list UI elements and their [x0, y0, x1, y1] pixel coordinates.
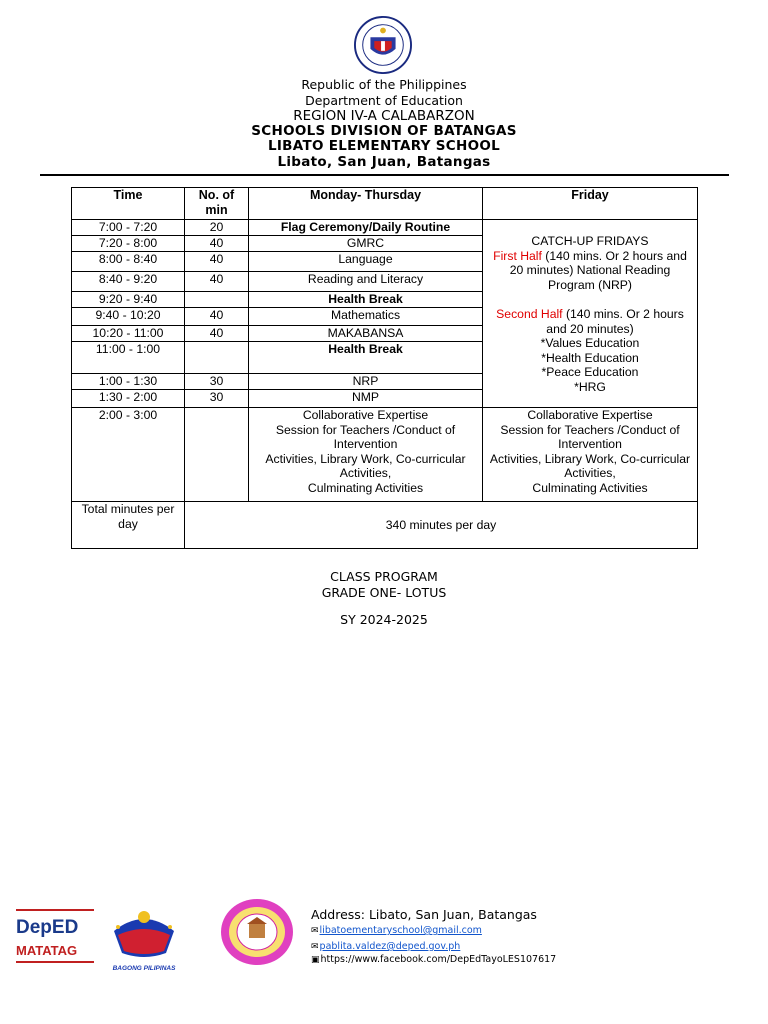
subject-cell: MAKABANSA [249, 326, 483, 342]
second-half-label: Second Half [496, 307, 563, 321]
header-republic: Republic of the Philippines [301, 77, 467, 92]
subject-cell: Health Break [249, 292, 483, 308]
time-cell: 9:20 - 9:40 [72, 292, 185, 308]
deped-logo-text: DepED [16, 917, 79, 938]
table-row [72, 408, 698, 502]
time-cell: 7:20 - 8:00 [72, 236, 185, 252]
time-cell: 9:40 - 10:20 [72, 308, 185, 326]
program-title: CLASS PROGRAM [330, 569, 438, 584]
mt-line: Collaborative Expertise [302, 408, 429, 422]
subject-cell: Reading and Literacy [249, 272, 483, 292]
subject-cell: NRP [249, 374, 483, 390]
friday-title: CATCH-UP FRIDAYS [531, 234, 649, 248]
bagong-pilipinas-logo [104, 905, 184, 971]
header-divider [40, 174, 729, 176]
subject-cell [249, 408, 483, 502]
first-half-label: First Half [493, 248, 542, 263]
time-cell: 8:40 - 9:20 [72, 272, 185, 292]
minutes-cell: 40 [185, 308, 249, 326]
time-cell: 1:00 - 1:30 [72, 374, 185, 390]
fri-line: Session for Teachers /Conduct of Intervention [500, 422, 680, 451]
header-minutes: No. of min [185, 188, 249, 220]
school-address: Address: Libato, San Juan, Batangas [311, 907, 537, 922]
subject-cell: Health Break [249, 342, 483, 374]
time-cell: 1:30 - 2:00 [72, 390, 185, 408]
time-cell: 7:00 - 7:20 [72, 220, 185, 236]
class-schedule-table [71, 187, 698, 549]
minutes-cell [185, 342, 249, 374]
total-row [72, 502, 698, 549]
minutes-cell: 40 [185, 326, 249, 342]
friday-item: *Peace Education [541, 365, 639, 379]
program-school-year: SY 2024-2025 [340, 612, 428, 627]
friday-item: *Values Education [540, 336, 640, 350]
facebook-link[interactable]: https://www.facebook.com/DepEdTayoLES107617 [320, 954, 557, 965]
deped-seal-logo [354, 16, 412, 74]
subject-cell: Flag Ceremony/Daily Routine [249, 220, 483, 236]
program-grade: GRADE ONE- LOTUS [321, 585, 447, 600]
friday-item: *HRG [574, 379, 606, 394]
header-division: SCHOOLS DIVISION OF BATANGAS [251, 123, 517, 139]
mt-line: Session for Teachers /Conduct of Intervention [275, 422, 456, 451]
email-contact-2 [311, 941, 460, 952]
subject-cell: GMRC [249, 236, 483, 252]
subject-cell: Mathematics [249, 308, 483, 326]
header-location: Libato, San Juan, Batangas [277, 154, 491, 170]
time-cell: 10:20 - 11:00 [72, 326, 185, 342]
email-icon: ✉ [311, 942, 319, 952]
mt-line: Culminating Activities [307, 480, 424, 495]
email-contact-1 [311, 925, 482, 936]
minutes-cell: 30 [185, 390, 249, 408]
total-label: Total minutes per day [72, 502, 185, 549]
header-school: LIBATO ELEMENTARY SCHOOL [267, 138, 501, 154]
minutes-cell [185, 408, 249, 502]
fri-line: Activities, Library Work, Co-curricular Activities, [489, 451, 691, 480]
friday-item: *Health Education [541, 350, 639, 365]
minutes-cell [185, 292, 249, 308]
matatag-text: MATATAG [16, 943, 78, 958]
email-link-1[interactable]: libatoementaryschool@gmail.com [319, 925, 482, 936]
school-seal-logo [220, 898, 294, 966]
header-region: REGION IV-A CALABARZON [293, 108, 475, 124]
friday-second-half [485, 307, 695, 336]
friday-last-cell [483, 408, 698, 502]
table-row [72, 220, 698, 236]
minutes-cell: 40 [185, 272, 249, 292]
first-half-text: (140 mins. Or 2 hours and 20 minutes) National Reading Program (NRP) [509, 248, 687, 292]
friday-cell [483, 220, 698, 408]
mt-line: Activities, Library Work, Co-curricular Activities, [265, 451, 466, 480]
header-department: Department of Education [305, 93, 463, 108]
minutes-cell: 40 [185, 236, 249, 252]
friday-first-half [485, 249, 695, 293]
subject-cell: NMP [249, 390, 483, 408]
time-cell: 11:00 - 1:00 [72, 342, 185, 374]
subject-cell: Language [249, 252, 483, 272]
fri-line: Collaborative Expertise [527, 408, 653, 422]
header-time: Time [72, 188, 185, 220]
second-half-text: (140 mins. Or 2 hours and 20 minutes) [546, 307, 684, 336]
email-icon: ✉ [311, 926, 319, 936]
deped-matatag-logo [16, 909, 94, 967]
minutes-cell: 40 [185, 252, 249, 272]
facebook-icon: ▣ [311, 955, 320, 965]
total-value: 340 minutes per day [185, 502, 698, 549]
facebook-contact [311, 954, 556, 965]
fri-line: Culminating Activities [532, 480, 648, 495]
header-monday-thursday: Monday- Thursday [249, 188, 483, 220]
minutes-cell: 30 [185, 374, 249, 390]
email-link-2[interactable]: pablita.valdez@deped.gov.ph [319, 941, 461, 952]
bagong-pilipinas-emblem [104, 905, 184, 961]
minutes-cell: 20 [185, 220, 249, 236]
header-friday: Friday [483, 188, 698, 220]
bagong-pilipinas-text: BAGONG PILIPINAS [112, 965, 176, 972]
time-cell: 2:00 - 3:00 [72, 408, 185, 502]
time-cell: 8:00 - 8:40 [72, 252, 185, 272]
